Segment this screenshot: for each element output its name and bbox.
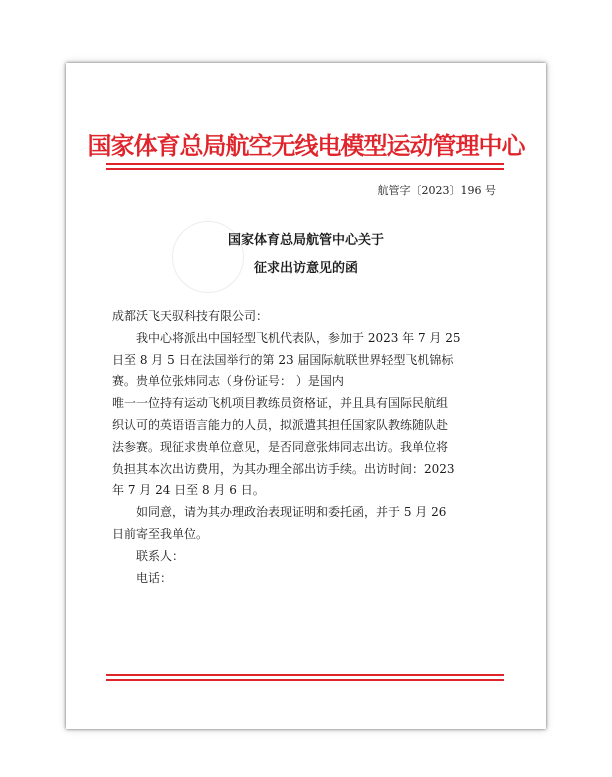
paragraph-1-line: 负担其本次出访费用，为其办理全部出访手续。出访时间：2023 (112, 461, 455, 476)
document-body (112, 306, 502, 589)
paragraph-2-line: 日前寄至我单位。 (112, 526, 209, 541)
paragraph-2-line: 如同意，请为其办理政治表现证明和委托函，并于 5 月 26 (136, 505, 447, 520)
paragraph-1-line: 赛。贵单位张炜同志（身份证号： ）是国内 (112, 374, 344, 389)
document-page (66, 63, 546, 729)
paragraph-1-line: 我中心将派出中国轻型飞机代表队，参加于 2023 年 7 月 25 (136, 330, 461, 345)
letterhead-rule-lower (106, 168, 504, 170)
document-title-line-1: 国家体育总局航管中心关于 (227, 233, 384, 248)
addressee: 成都沃飞天驭科技有限公司： (112, 309, 269, 323)
document-title-line-2: 征求出访意见的函 (253, 261, 358, 276)
paragraph-1-line: 年 7 月 24 日至 8 月 6 日。 (112, 483, 265, 498)
paragraph-1-line: 织认可的英语语言能力的人员，拟派遣其担任国家队教练随队赴 (112, 417, 449, 432)
contact-label: 联系人： (136, 548, 185, 563)
letterhead-title: 国家体育总局航空无线电模型运动管理中心 (87, 131, 525, 160)
letterhead-rule-upper (106, 163, 504, 165)
footer-rule-lower (106, 679, 504, 681)
paragraph-1-line: 法参赛。现征求贵单位意见，是否同意张炜同志出访。我单位将 (112, 439, 449, 454)
paragraph-1-line: 日至 8 月 5 日在法国举行的第 23 届国际航联世界轻型飞机锦标 (112, 352, 454, 367)
document-number: 航管字〔2023〕196 号 (377, 184, 496, 197)
paragraph-1-line: 唯一一位持有运动飞机项目教练员资格证，并且具有国际民航组 (112, 396, 449, 411)
phone-label: 电话： (136, 570, 173, 585)
footer-rule-upper (106, 674, 504, 676)
